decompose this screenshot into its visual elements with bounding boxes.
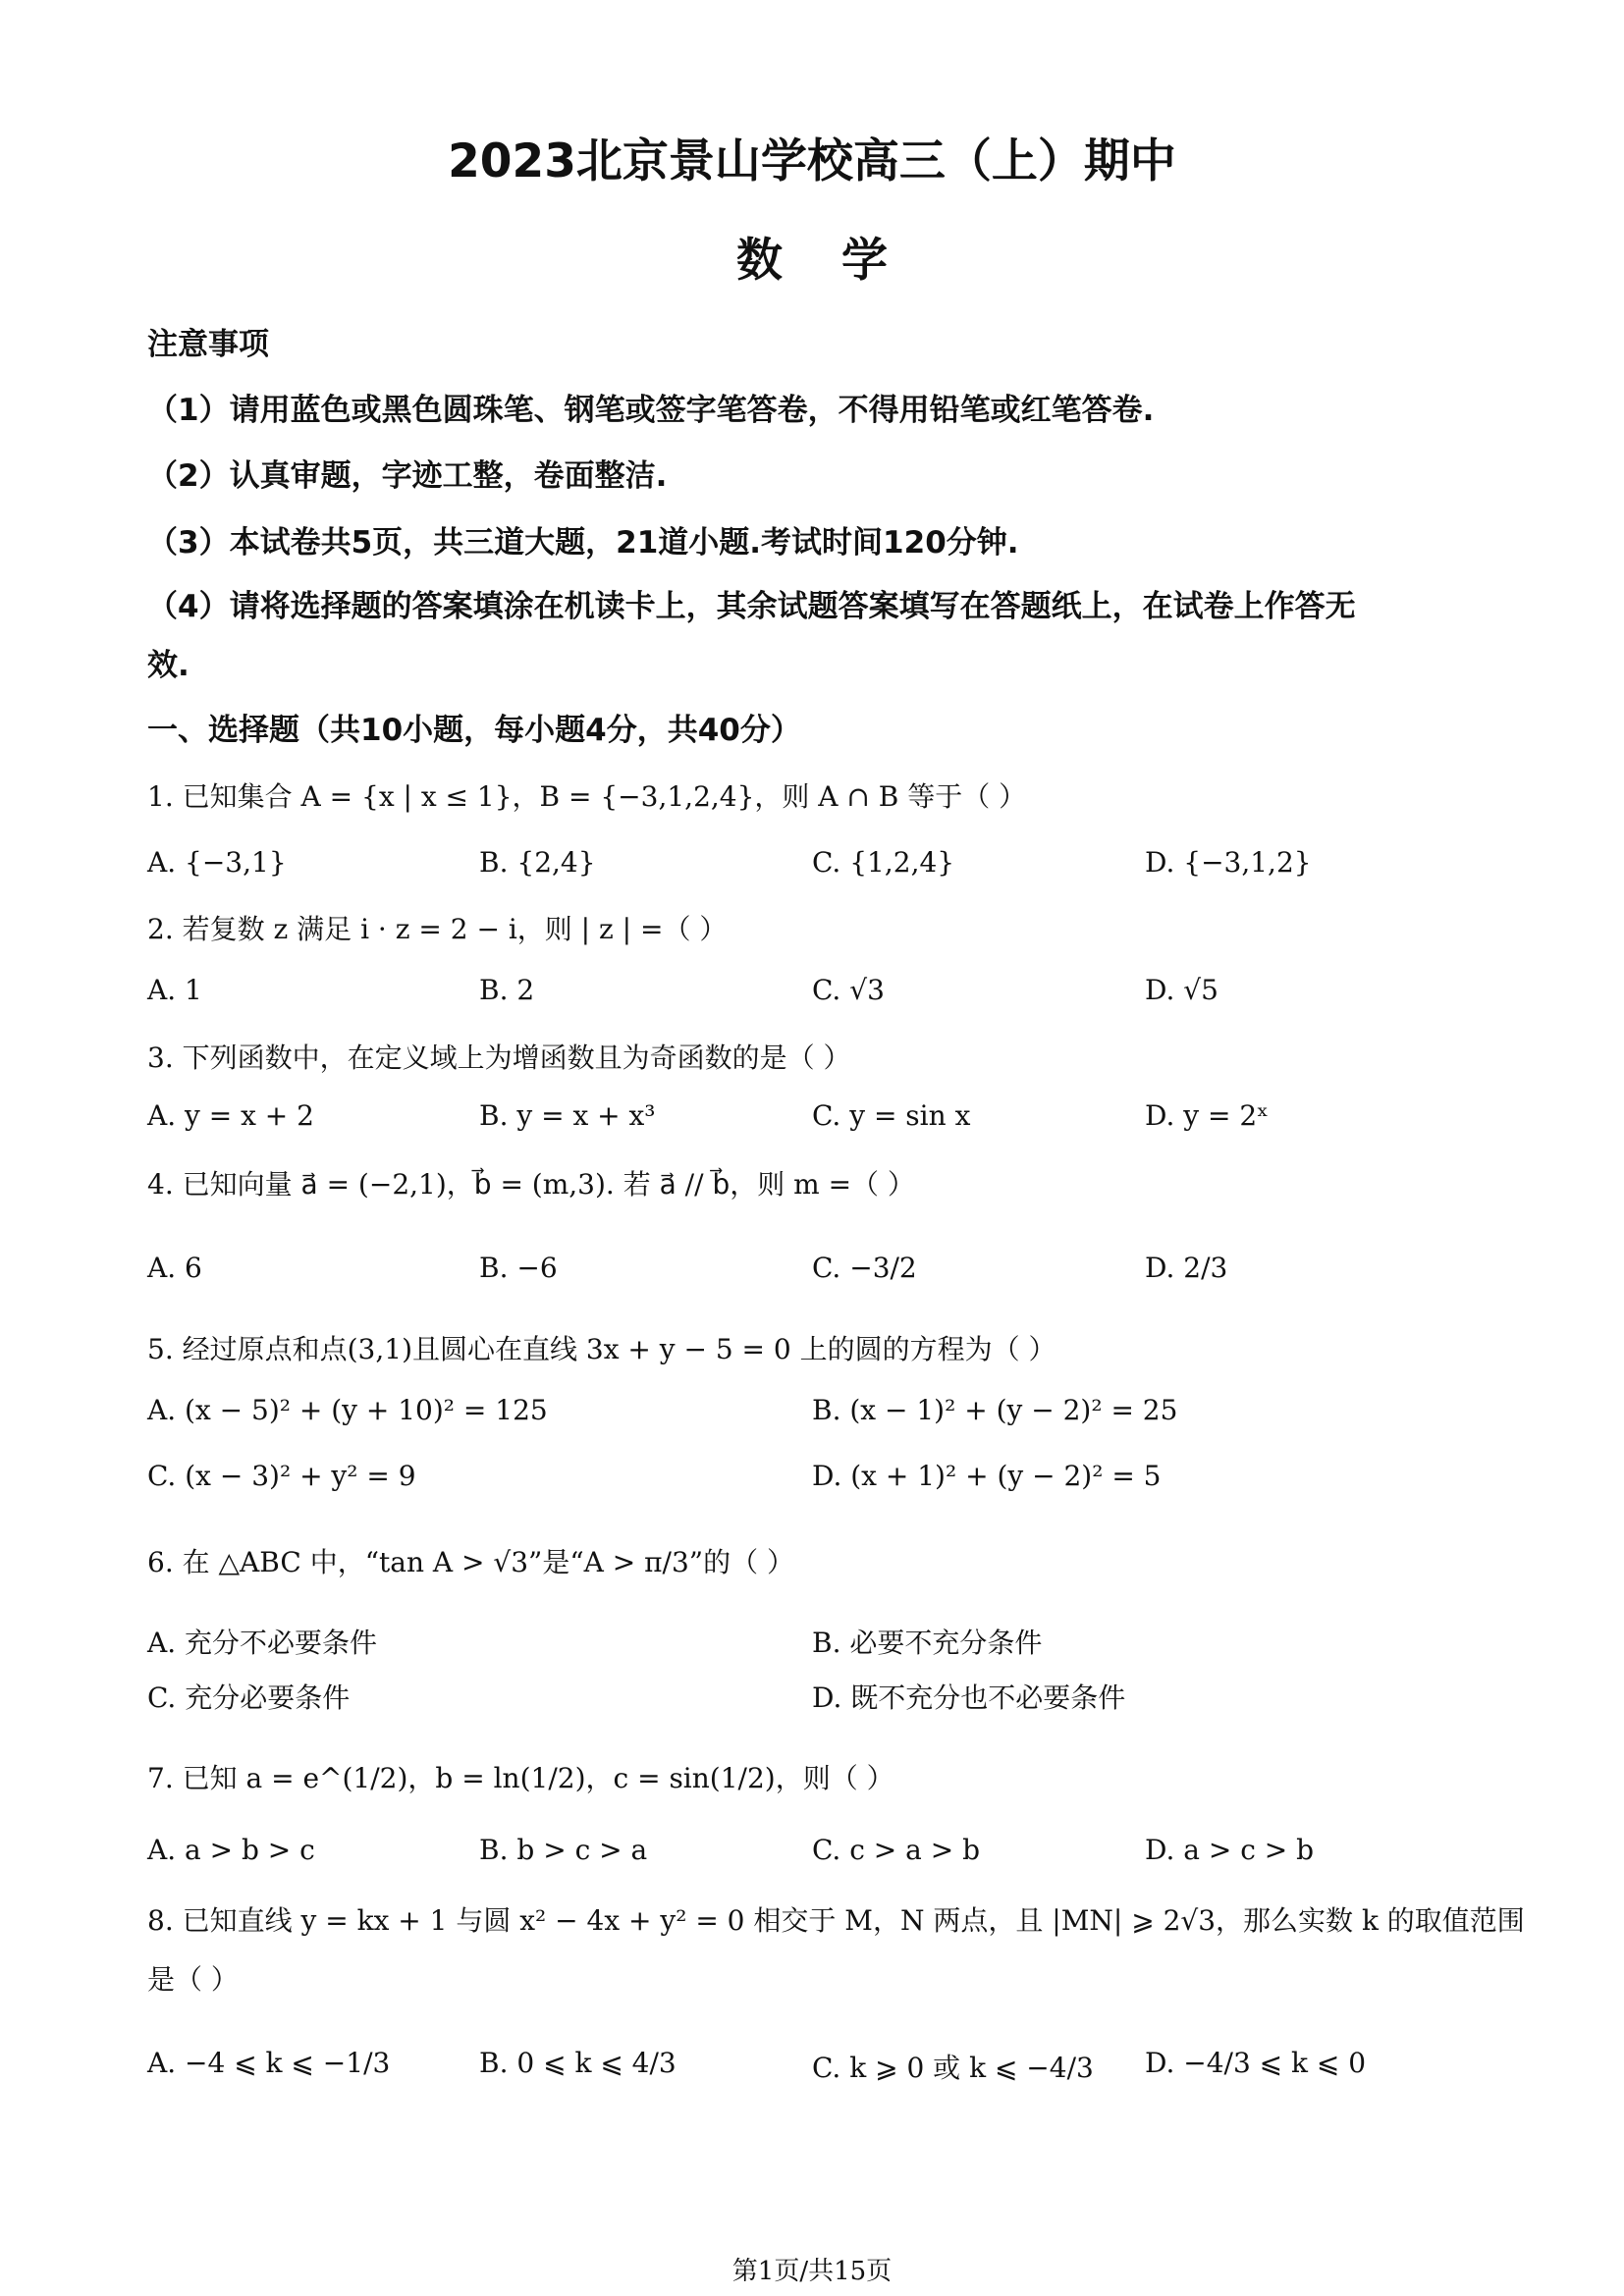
option-a: A. (x − 5)² + (y + 10)² = 125: [147, 1394, 548, 1426]
option-d: D. y = 2ˣ: [1145, 1099, 1270, 1132]
option-b: B. (x − 1)² + (y − 2)² = 25: [812, 1394, 1178, 1426]
question-stem: 1. 已知集合 A = {x | x ≤ 1}，B = {−3,1,2,4}，则 A ∩ B 等于（ ）: [147, 780, 1027, 813]
option-c: C. 充分必要条件: [147, 1682, 351, 1714]
page-title: 2023北京景山学校高三（上）期中: [448, 134, 1176, 188]
option-c: C. {1,2,4}: [812, 846, 955, 879]
option-b: B. 0 ⩽ k ⩽ 4/3: [479, 2047, 677, 2079]
note-item: （4）请将选择题的答案填涂在机读卡上，其余试题答案填写在答题纸上，在试卷上作答无: [147, 589, 1356, 624]
option-c: C. y = sin x: [812, 1099, 971, 1132]
option-a: A. y = x + 2: [147, 1099, 314, 1132]
page-number: 第1页/共15页: [731, 2257, 893, 2286]
question-stem: 6. 在 △ABC 中，“tan A > √3”是“A > π/3”的（ ）: [147, 1546, 794, 1578]
notes-heading: 注意事项: [147, 327, 269, 362]
question-stem: 2. 若复数 z 满足 i · z = 2 − i，则 | z | =（ ）: [147, 913, 728, 945]
option-c: C. c > a > b: [812, 1834, 981, 1866]
question-stem: 7. 已知 a = e^(1/2)，b = ln(1/2)，c = sin(1/2)，则（ ）: [147, 1762, 894, 1794]
option-a: A. {−3,1}: [147, 846, 287, 879]
note-item: （1）请用蓝色或黑色圆珠笔、钢笔或签字笔答卷，不得用铅笔或红笔答卷.: [147, 393, 1155, 428]
option-a: A. 6: [147, 1252, 202, 1284]
option-c: C. k ⩾ 0 或 k ⩽ −4/3: [812, 2052, 1094, 2084]
question-stem: 3. 下列函数中，在定义域上为增函数且为奇函数的是（ ）: [147, 1041, 851, 1074]
option-b: B. 2: [479, 974, 535, 1006]
option-b: B. {2,4}: [479, 846, 596, 879]
option-c: C. √3: [812, 974, 885, 1006]
section-heading: 一、选择题（共10小题，每小题4分，共40分）: [147, 713, 801, 748]
option-d: D. 既不充分也不必要条件: [812, 1682, 1126, 1714]
note-item: （3）本试卷共5页，共三道大题，21道小题.考试时间120分钟.: [147, 525, 1019, 561]
option-c: C. (x − 3)² + y² = 9: [147, 1460, 416, 1492]
question-stem: 4. 已知向量 a⃗ = (−2,1)，b⃗ = (m,3). 若 a⃗ // b⃗，则 m =（ ）: [147, 1168, 915, 1201]
option-a: A. 充分不必要条件: [147, 1627, 378, 1659]
question-stem: 5. 经过原点和点(3,1)且圆心在直线 3x + y − 5 = 0 上的圆的方程为（ ）: [147, 1333, 1056, 1365]
note-item: （2）认真审题，字迹工整，卷面整洁.: [147, 458, 668, 494]
subject-title: 数学: [736, 234, 947, 288]
option-d: D. (x + 1)² + (y − 2)² = 5: [812, 1460, 1162, 1492]
option-b: B. −6: [479, 1252, 558, 1284]
option-d: D. √5: [1145, 974, 1218, 1006]
option-d: D. −4/3 ⩽ k ⩽ 0: [1145, 2047, 1367, 2079]
option-b: B. y = x + x³: [479, 1099, 656, 1132]
option-a: A. 1: [147, 974, 202, 1006]
question-stem: 8. 已知直线 y = kx + 1 与圆 x² − 4x + y² = 0 相交于 M，N 两点，且 |MN| ⩾ 2√3，那么实数 k 的取值范围: [147, 1904, 1525, 1937]
option-b: B. 必要不充分条件: [812, 1627, 1043, 1659]
option-d: D. 2/3: [1145, 1252, 1228, 1284]
option-a: A. −4 ⩽ k ⩽ −1/3: [147, 2047, 391, 2079]
option-c: C. −3/2: [812, 1252, 917, 1284]
option-b: B. b > c > a: [479, 1834, 648, 1866]
option-d: D. {−3,1,2}: [1145, 846, 1312, 879]
option-d: D. a > c > b: [1145, 1834, 1315, 1866]
question-stem-continued: 是（ ）: [147, 1963, 239, 1996]
option-a: A. a > b > c: [147, 1834, 315, 1866]
note-item: 效.: [147, 648, 189, 683]
